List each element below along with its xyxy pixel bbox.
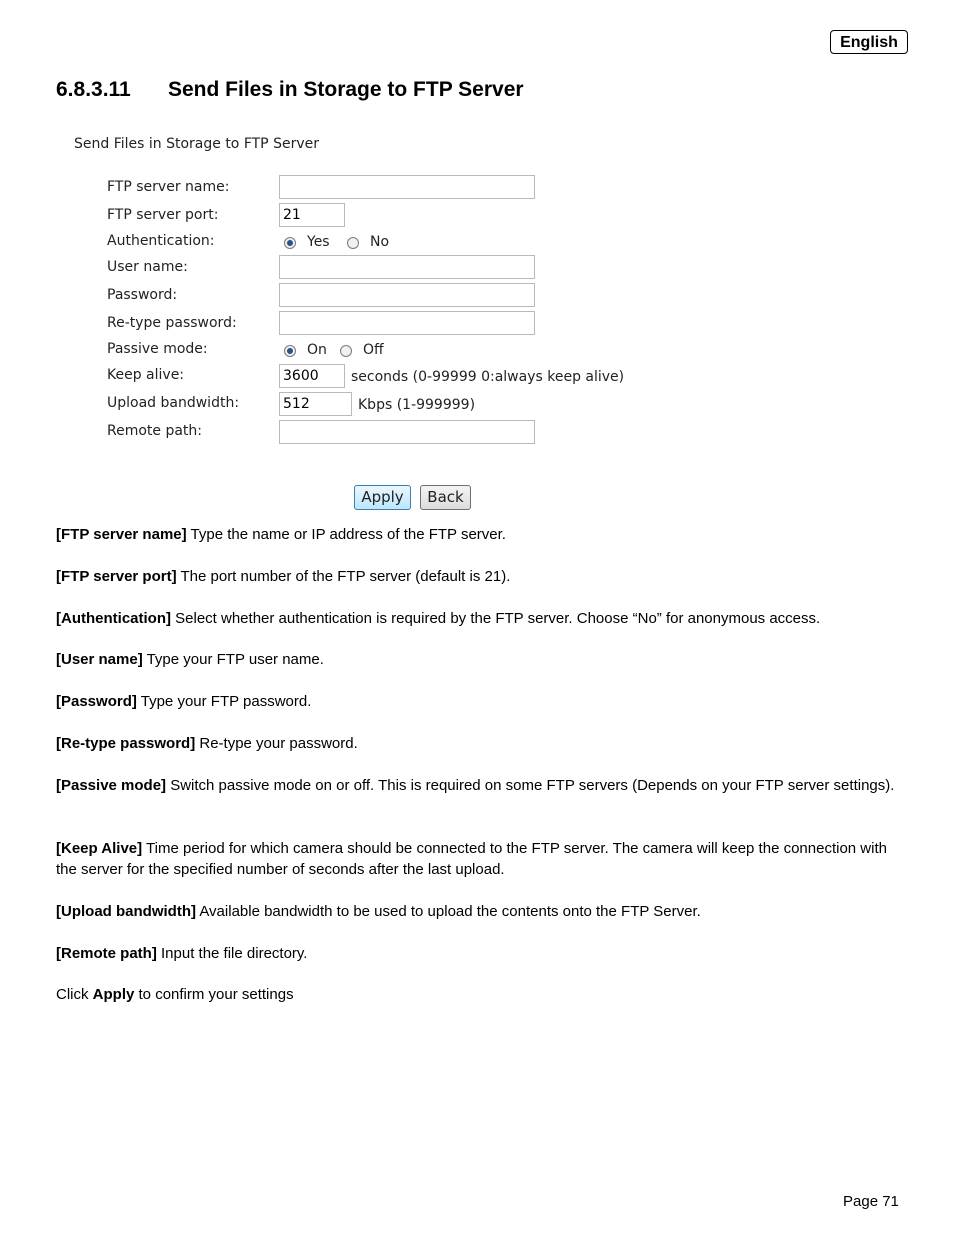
retype-password-label: Re-type password: (107, 315, 237, 331)
desc-retype-password (56, 733, 906, 754)
desc-term: [Password] (56, 693, 137, 710)
upload-bandwidth-label: Upload bandwidth: (107, 395, 240, 411)
desc-term: [Remote path] (56, 945, 157, 962)
auth-yes-radio[interactable] (284, 237, 296, 249)
passive-on-label: On (307, 342, 327, 358)
keep-alive-label: Keep alive: (107, 367, 185, 383)
desc-term: [Passive mode] (56, 777, 167, 794)
form-title: Send Files in Storage to FTP Server (74, 136, 319, 152)
section-title: Send Files in Storage to FTP Server (168, 78, 524, 101)
desc-keep-alive (56, 838, 906, 880)
desc-term: [FTP server port] (56, 568, 177, 585)
desc-text: Type the name or IP address of the FTP server. (186, 526, 506, 543)
desc-text: Time period for which camera should be connected to the FTP server. The camera will keep the connection with the server for the specified number of seconds after the last upload. (56, 840, 887, 878)
desc-password (56, 691, 906, 712)
section-heading (56, 78, 524, 102)
desc-text: Select whether authentication is required by the FTP server. Choose “No” for anonymous access. (170, 610, 821, 627)
desc-authentication (56, 608, 906, 629)
back-button[interactable]: Back (420, 485, 471, 510)
desc-term: [FTP server name] (56, 526, 187, 543)
closing-prefix: Click (56, 986, 93, 1003)
desc-term: [Re-type password] (56, 735, 196, 752)
passive-on-radio[interactable] (284, 345, 296, 357)
desc-term: [Upload bandwidth] (56, 903, 196, 920)
remote-path-input[interactable] (279, 420, 535, 444)
section-number: 6.8.3.11 (56, 78, 131, 101)
language-badge: English (830, 30, 908, 54)
desc-remote-path (56, 943, 906, 964)
desc-passive-mode (56, 775, 906, 796)
user-name-label: User name: (107, 259, 188, 275)
authentication-label: Authentication: (107, 233, 215, 249)
desc-text: Input the file directory. (156, 945, 308, 962)
passive-off-label: Off (363, 342, 384, 358)
desc-text: Re-type your password. (195, 735, 358, 752)
password-label: Password: (107, 287, 178, 303)
desc-text: The port number of the FTP server (default is 21). (176, 568, 511, 585)
auth-no-label: No (370, 234, 390, 250)
desc-server-port (56, 566, 906, 587)
upload-bandwidth-hint: Kbps (1-999999) (358, 397, 476, 413)
apply-button[interactable]: Apply (354, 485, 411, 510)
keep-alive-hint: seconds (0-99999 0:always keep alive) (351, 369, 625, 385)
passive-off-radio[interactable] (340, 345, 352, 357)
keep-alive-input[interactable] (279, 364, 345, 388)
closing-apply: Apply (92, 986, 135, 1003)
desc-server-name (56, 524, 906, 545)
auth-no-radio[interactable] (347, 237, 359, 249)
desc-term: [User name] (56, 651, 143, 668)
closing-instruction (56, 984, 906, 1005)
server-port-label: FTP server port: (107, 207, 219, 223)
desc-upload-bandwidth (56, 901, 906, 922)
server-name-label: FTP server name: (107, 179, 230, 195)
page-number: Page 71 (843, 1193, 899, 1210)
closing-suffix: to confirm your settings (134, 986, 294, 1003)
server-name-input[interactable] (279, 175, 535, 199)
desc-term: [Keep Alive] (56, 840, 143, 857)
passive-mode-label: Passive mode: (107, 341, 208, 357)
remote-path-label: Remote path: (107, 423, 203, 439)
desc-term: [Authentication] (56, 610, 171, 627)
desc-user-name (56, 649, 906, 670)
auth-yes-label: Yes (307, 234, 330, 250)
desc-text: Type your FTP password. (136, 693, 312, 710)
user-name-input[interactable] (279, 255, 535, 279)
desc-text: Type your FTP user name. (142, 651, 324, 668)
desc-text: Switch passive mode on or off. This is required on some FTP servers (Depends on your FTP server settings). (166, 777, 895, 794)
desc-text: Available bandwidth to be used to upload the contents onto the FTP Server. (195, 903, 701, 920)
retype-password-input[interactable] (279, 311, 535, 335)
password-input[interactable] (279, 283, 535, 307)
upload-bandwidth-input[interactable] (279, 392, 352, 416)
server-port-input[interactable] (279, 203, 345, 227)
